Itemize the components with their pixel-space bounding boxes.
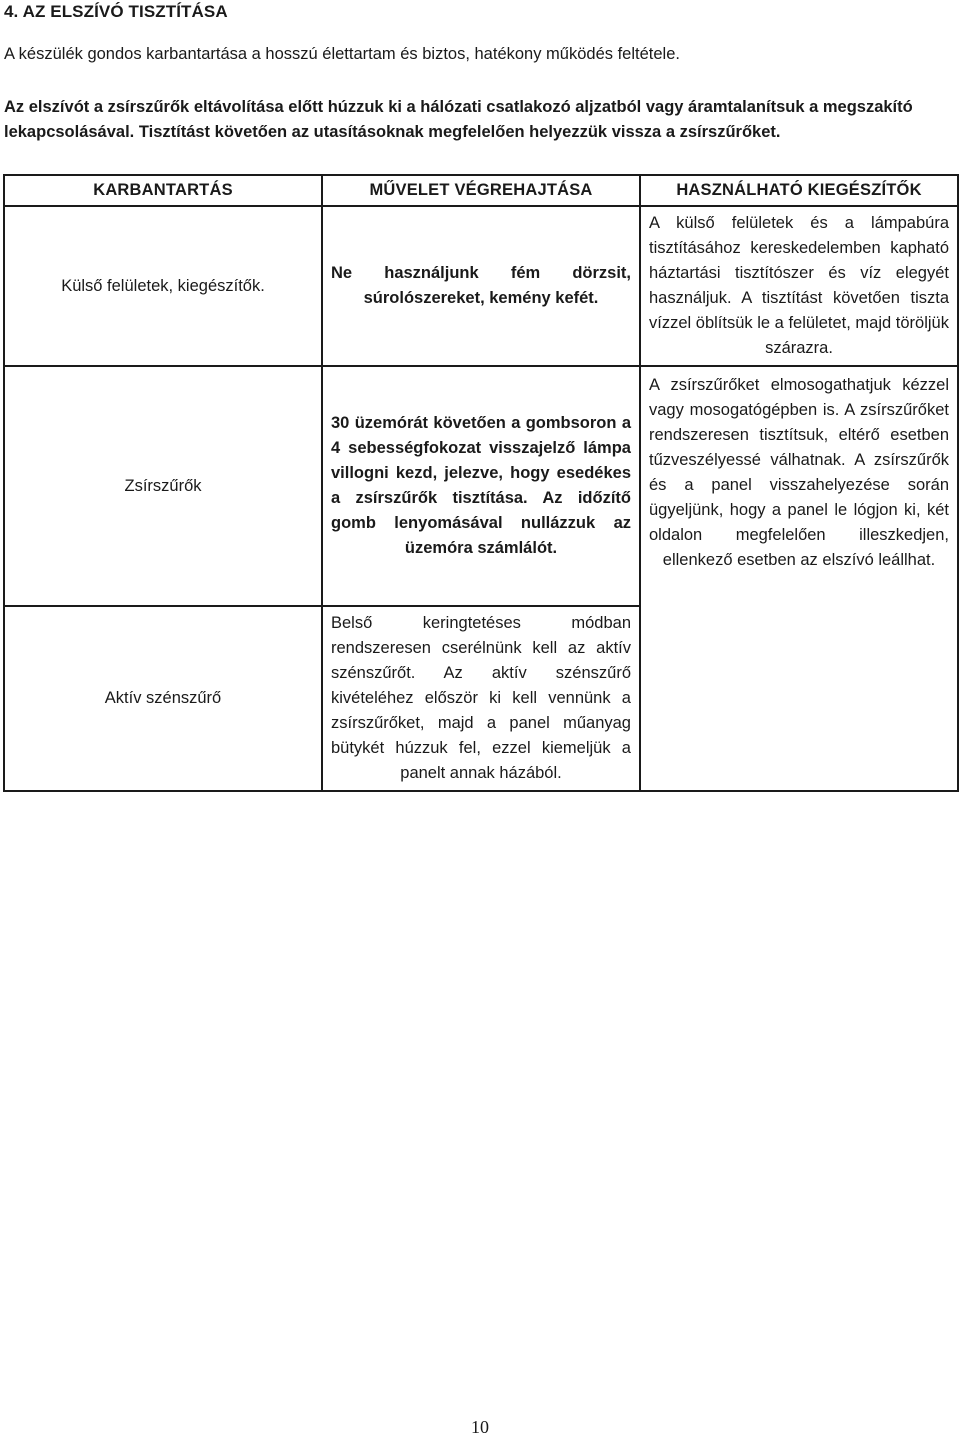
page-number: 10 [471,1417,489,1437]
row-item-carbon-filter: Aktív szénszűrő [4,606,322,791]
row-operation-surfaces: Ne használjunk fém dörzsit, súrolószereket, kemény kefét. [322,206,640,366]
row-item-grease-filters: Zsírszűrők [4,366,322,606]
header-operation: MŰVELET VÉGREHAJTÁSA [322,175,640,206]
row-item-surfaces: Külső felületek, kiegészítők. [4,206,322,366]
table-row [4,206,958,366]
safety-warning: Az elszívót a zsírszűrők eltávolítása előtt húzzuk ki a hálózati csatlakozó aljzatból vagy áramtalanítsuk a megszakító lekapcsolásával. Tisztítást követően az utasításoknak megfelelően helyezzük vissza a zsírszűrőket. [4,98,913,141]
table-header-row [4,175,958,206]
intro-paragraph: A készülék gondos karbantartása a hosszú élettartam és biztos, hatékony működés feltétele. [4,45,680,63]
row-accessories-grease-filters: A zsírszűrőket elmosogathatjuk kézzel vagy mosogatógépben is. A zsírszűrőket rendszeresen tisztítsuk, eltérő esetben tűzveszélyessé válhatnak. A zsírszűrők és a panel visszahelyezése során ügyeljünk, hogy a panel le lógjon ki, két oldalon megfelelően illeszkedjen, ellenkező esetben az elszívó leállhat. [640,366,958,791]
row-operation-grease-filters: 30 üzemórát követően a gombsoron a 4 sebességfokozat visszajelző lámpa villogni kezd, jelezve, hogy esedékes a zsírszűrők tisztítása. Az időzítő gomb lenyomásával nullázzuk az üzemóra számlálót. [322,366,640,606]
table-row [4,366,958,606]
header-accessories: HASZNÁLHATÓ KIEGÉSZÍTŐK [640,175,958,206]
row-accessories-surfaces: A külső felületek és a lámpabúra tisztításához kereskedelemben kapható háztartási tisztítószer és víz elegyét használjuk. A tisztítást követően tiszta vízzel öblítsük le a felületet, majd töröljük szárazra. [640,206,958,366]
maintenance-table [3,174,959,792]
row-operation-carbon-filter: Belső keringtetéses módban rendszeresen cserélnünk kell az aktív szénszűrőt. Az aktív szénszűrő kivételéhez először ki kell vennünk a zsírszűrőket, majd a panel műanyag bütykét húzzuk fel, ezzel kiemeljük a panelt annak házából. [322,606,640,791]
section-title: 4. AZ ELSZÍVÓ TISZTÍTÁSA [4,2,228,21]
header-maintenance: KARBANTARTÁS [4,175,322,206]
